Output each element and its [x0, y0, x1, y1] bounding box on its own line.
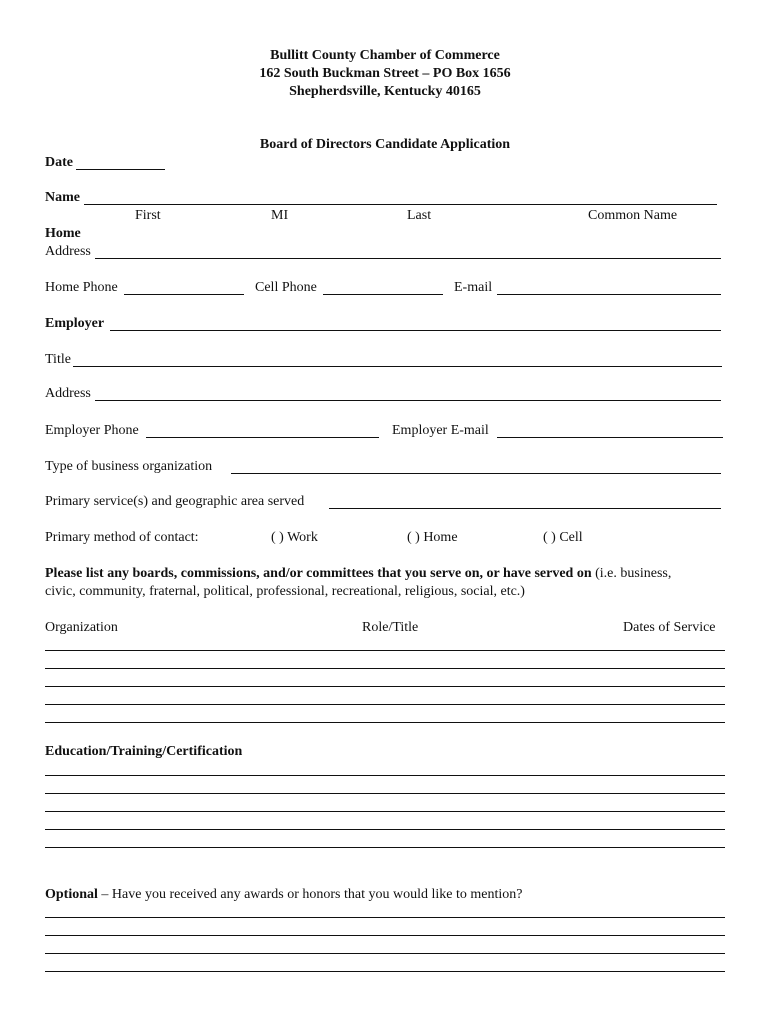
cell-phone-field[interactable] [323, 294, 443, 295]
column-dates-of-service: Dates of Service [623, 620, 716, 635]
home-heading: Home [45, 226, 81, 241]
awards-entry-line[interactable] [45, 917, 725, 918]
boards-prompt-normal: (i.e. business, [591, 566, 672, 581]
street-address: 162 South Buckman Street – PO Box 1656 [259, 66, 511, 81]
primary-service-field[interactable] [329, 508, 721, 509]
name-common-caption: Common Name [588, 208, 678, 223]
contact-method-label: Primary method of contact: [45, 530, 199, 545]
title-field[interactable] [73, 366, 722, 367]
date-field[interactable] [76, 169, 165, 170]
education-entry-line[interactable] [45, 793, 725, 794]
email-label: E-mail [454, 280, 493, 295]
home-address-field[interactable] [95, 258, 721, 259]
column-role-title: Role/Title [362, 620, 419, 635]
contact-cell-option[interactable]: ( ) Cell [543, 530, 583, 545]
boards-entry-line[interactable] [45, 668, 725, 669]
contact-work-option[interactable]: ( ) Work [271, 530, 318, 545]
education-heading: Education/Training/Certification [45, 744, 243, 759]
boards-entry-line[interactable] [45, 704, 725, 705]
primary-service-label: Primary service(s) and geographic area served [45, 494, 305, 509]
employer-field[interactable] [110, 330, 721, 331]
boards-entry-line[interactable] [45, 686, 725, 687]
awards-entry-line[interactable] [45, 971, 725, 972]
education-entry-line[interactable] [45, 811, 725, 812]
boards-entry-line[interactable] [45, 722, 725, 723]
boards-prompt [45, 566, 671, 582]
awards-entry-line[interactable] [45, 935, 725, 936]
employer-label: Employer [45, 316, 105, 331]
employer-email-label: Employer E-mail [392, 423, 489, 438]
email-field[interactable] [497, 294, 721, 295]
contact-home-option[interactable]: ( ) Home [407, 530, 458, 545]
business-type-field[interactable] [231, 473, 721, 474]
employer-phone-label: Employer Phone [45, 423, 139, 438]
boards-prompt-bold: Please list any boards, commissions, and/or committees that you serve on, or have served on [45, 566, 592, 581]
city-state-zip: Shepherdsville, Kentucky 40165 [289, 84, 481, 99]
employer-address-label: Address [45, 386, 91, 401]
title-label: Title [45, 352, 71, 367]
home-address-label: Address [45, 244, 91, 259]
name-first-caption: First [135, 208, 161, 223]
home-phone-field[interactable] [124, 294, 244, 295]
optional-label: Optional [45, 887, 98, 902]
column-organization: Organization [45, 620, 118, 635]
form-title: Board of Directors Candidate Application [259, 137, 511, 152]
name-mi-caption: MI [271, 208, 289, 223]
date-label: Date [45, 155, 73, 170]
employer-address-field[interactable] [95, 400, 721, 401]
business-type-label: Type of business organization [45, 459, 213, 474]
optional-text: – Have you received any awards or honors that you would like to mention? [97, 887, 523, 902]
name-last-caption: Last [407, 208, 432, 223]
boards-entry-line[interactable] [45, 650, 725, 651]
employer-email-field[interactable] [497, 437, 723, 438]
boards-prompt-line2: civic, community, fraternal, political, professional, recreational, religious, social, etc.) [45, 584, 525, 599]
education-entry-line[interactable] [45, 829, 725, 830]
awards-entry-line[interactable] [45, 953, 725, 954]
education-entry-line[interactable] [45, 847, 725, 848]
name-label: Name [45, 190, 80, 205]
home-phone-label: Home Phone [45, 280, 118, 295]
education-entry-line[interactable] [45, 775, 725, 776]
organization-name: Bullitt County Chamber of Commerce [270, 48, 500, 63]
optional-prompt [45, 887, 522, 903]
name-field[interactable] [84, 204, 717, 205]
employer-phone-field[interactable] [146, 437, 379, 438]
cell-phone-label: Cell Phone [255, 280, 317, 295]
